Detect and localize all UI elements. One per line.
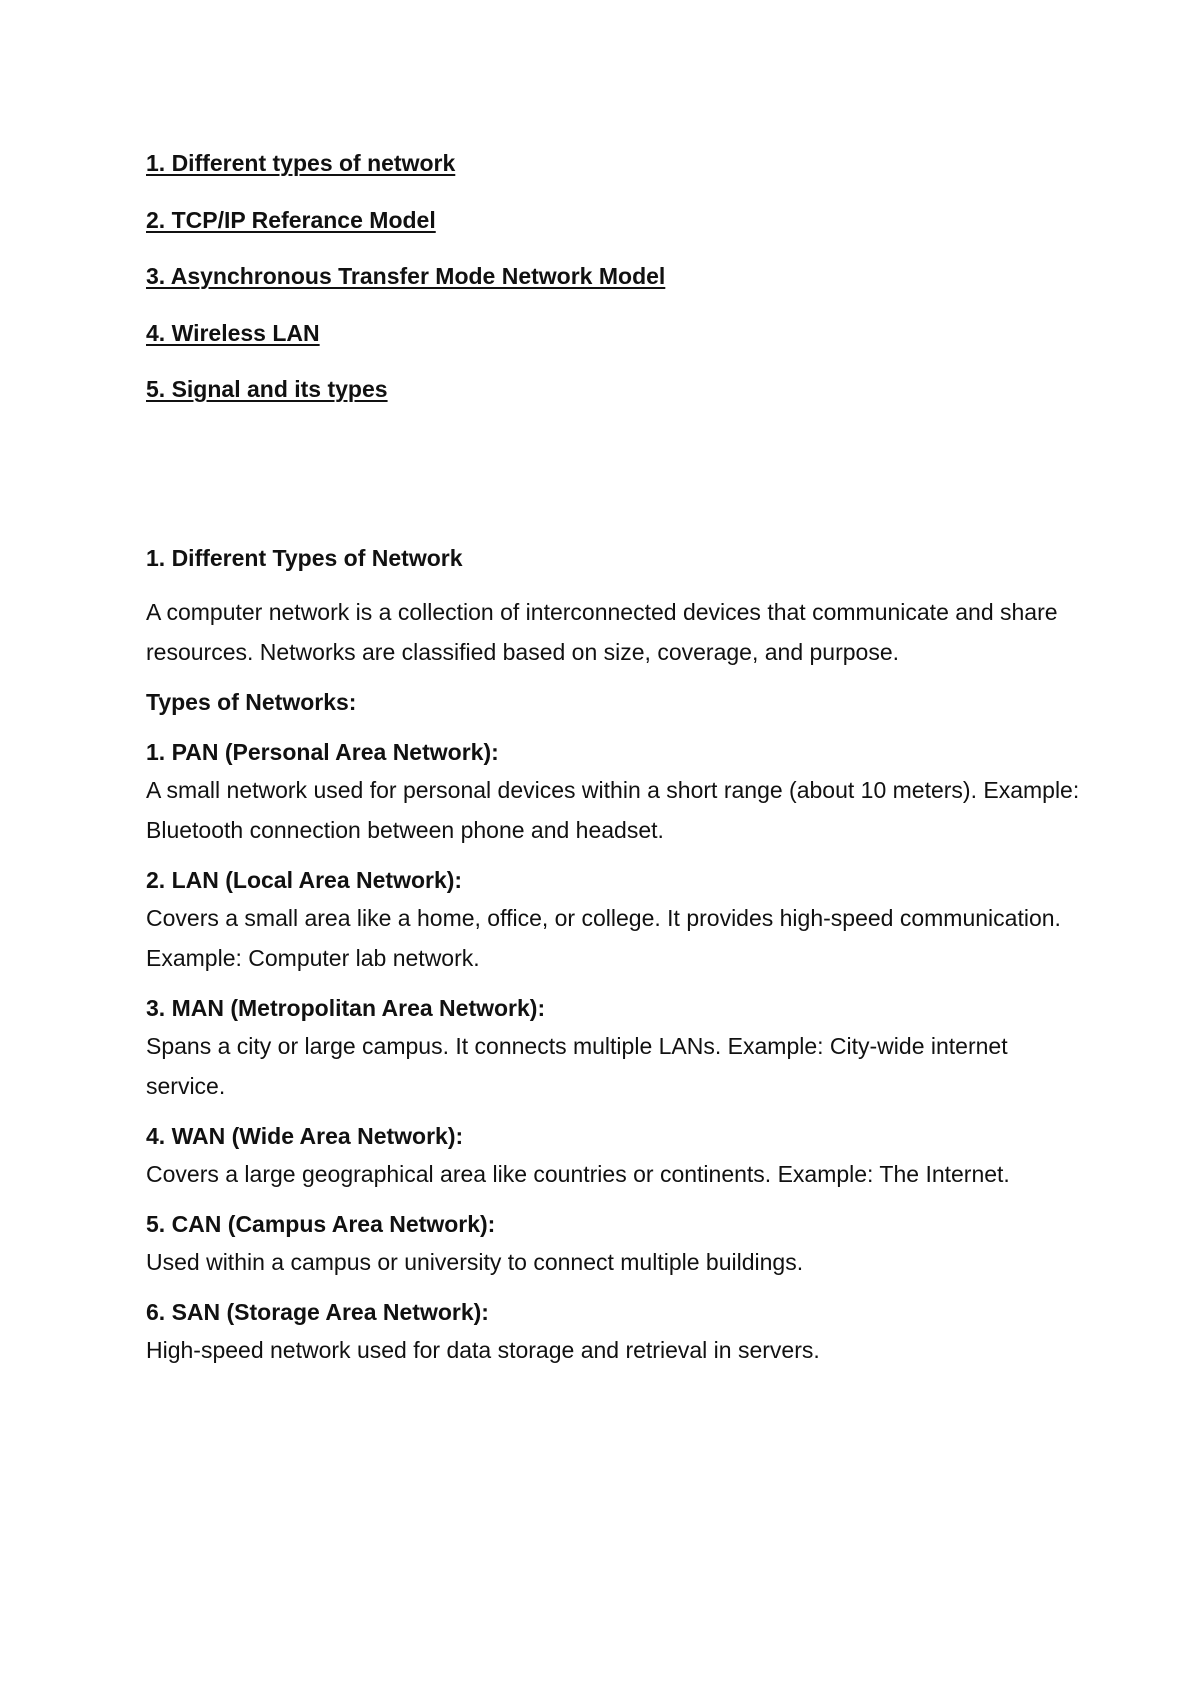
toc-link-wireless-lan[interactable]: 4. Wireless LAN [146, 319, 320, 346]
toc-link-signal-and-types[interactable]: 5. Signal and its types [146, 376, 388, 402]
network-type-wan [146, 1120, 1086, 1194]
network-type-can [146, 1208, 1086, 1282]
network-type-heading: 2. LAN (Local Area Network): [146, 867, 463, 893]
toc-link-atm-network-model[interactable]: 3. Asynchronous Transfer Mode Network Model [146, 263, 666, 289]
section-different-types-of-network [146, 542, 1086, 1384]
network-type-san [146, 1296, 1086, 1370]
network-type-description: Used within a campus or university to connect multiple buildings. [146, 1249, 804, 1275]
toc-item [146, 204, 1066, 261]
network-type-man [146, 992, 1086, 1106]
network-type-description: Covers a small area like a home, office, or college. It provides high-speed communication. Example: Computer lab network. [146, 905, 1061, 971]
table-of-contents [146, 147, 1066, 430]
types-heading: Types of Networks: [146, 689, 357, 715]
network-type-description: Covers a large geographical area like countries or continents. Example: The Internet. [146, 1161, 1010, 1187]
network-type-heading: 5. CAN (Campus Area Network): [146, 1211, 496, 1237]
toc-item [146, 147, 1066, 204]
toc-item [146, 260, 1066, 317]
network-type-heading: 1. PAN (Personal Area Network): [146, 739, 499, 765]
section-intro-paragraph: A computer network is a collection of interconnected devices that communicate and share resources. Networks are classified based on size, coverage, and purpose. [146, 599, 1058, 665]
network-type-heading: 6. SAN (Storage Area Network): [146, 1299, 489, 1325]
network-type-heading: 4. WAN (Wide Area Network): [146, 1123, 464, 1149]
network-type-heading: 3. MAN (Metropolitan Area Network): [146, 995, 546, 1021]
network-type-description: A small network used for personal devices within a short range (about 10 meters). Example: Bluetooth connection between phone and headset. [146, 777, 1080, 843]
section-title: 1. Different Types of Network [146, 545, 463, 571]
toc-item [146, 373, 1066, 430]
network-type-description: High-speed network used for data storage and retrieval in servers. [146, 1337, 820, 1363]
network-type-description: Spans a city or large campus. It connects multiple LANs. Example: City-wide internet service. [146, 1033, 1008, 1099]
toc-link-tcp-ip-model[interactable]: 2. TCP/IP Referance Model [146, 206, 436, 233]
toc-item [146, 317, 1066, 374]
network-type-pan [146, 736, 1086, 850]
toc-link-different-types-of-network[interactable]: 1. Different types of network [146, 150, 456, 176]
network-type-lan [146, 864, 1086, 978]
